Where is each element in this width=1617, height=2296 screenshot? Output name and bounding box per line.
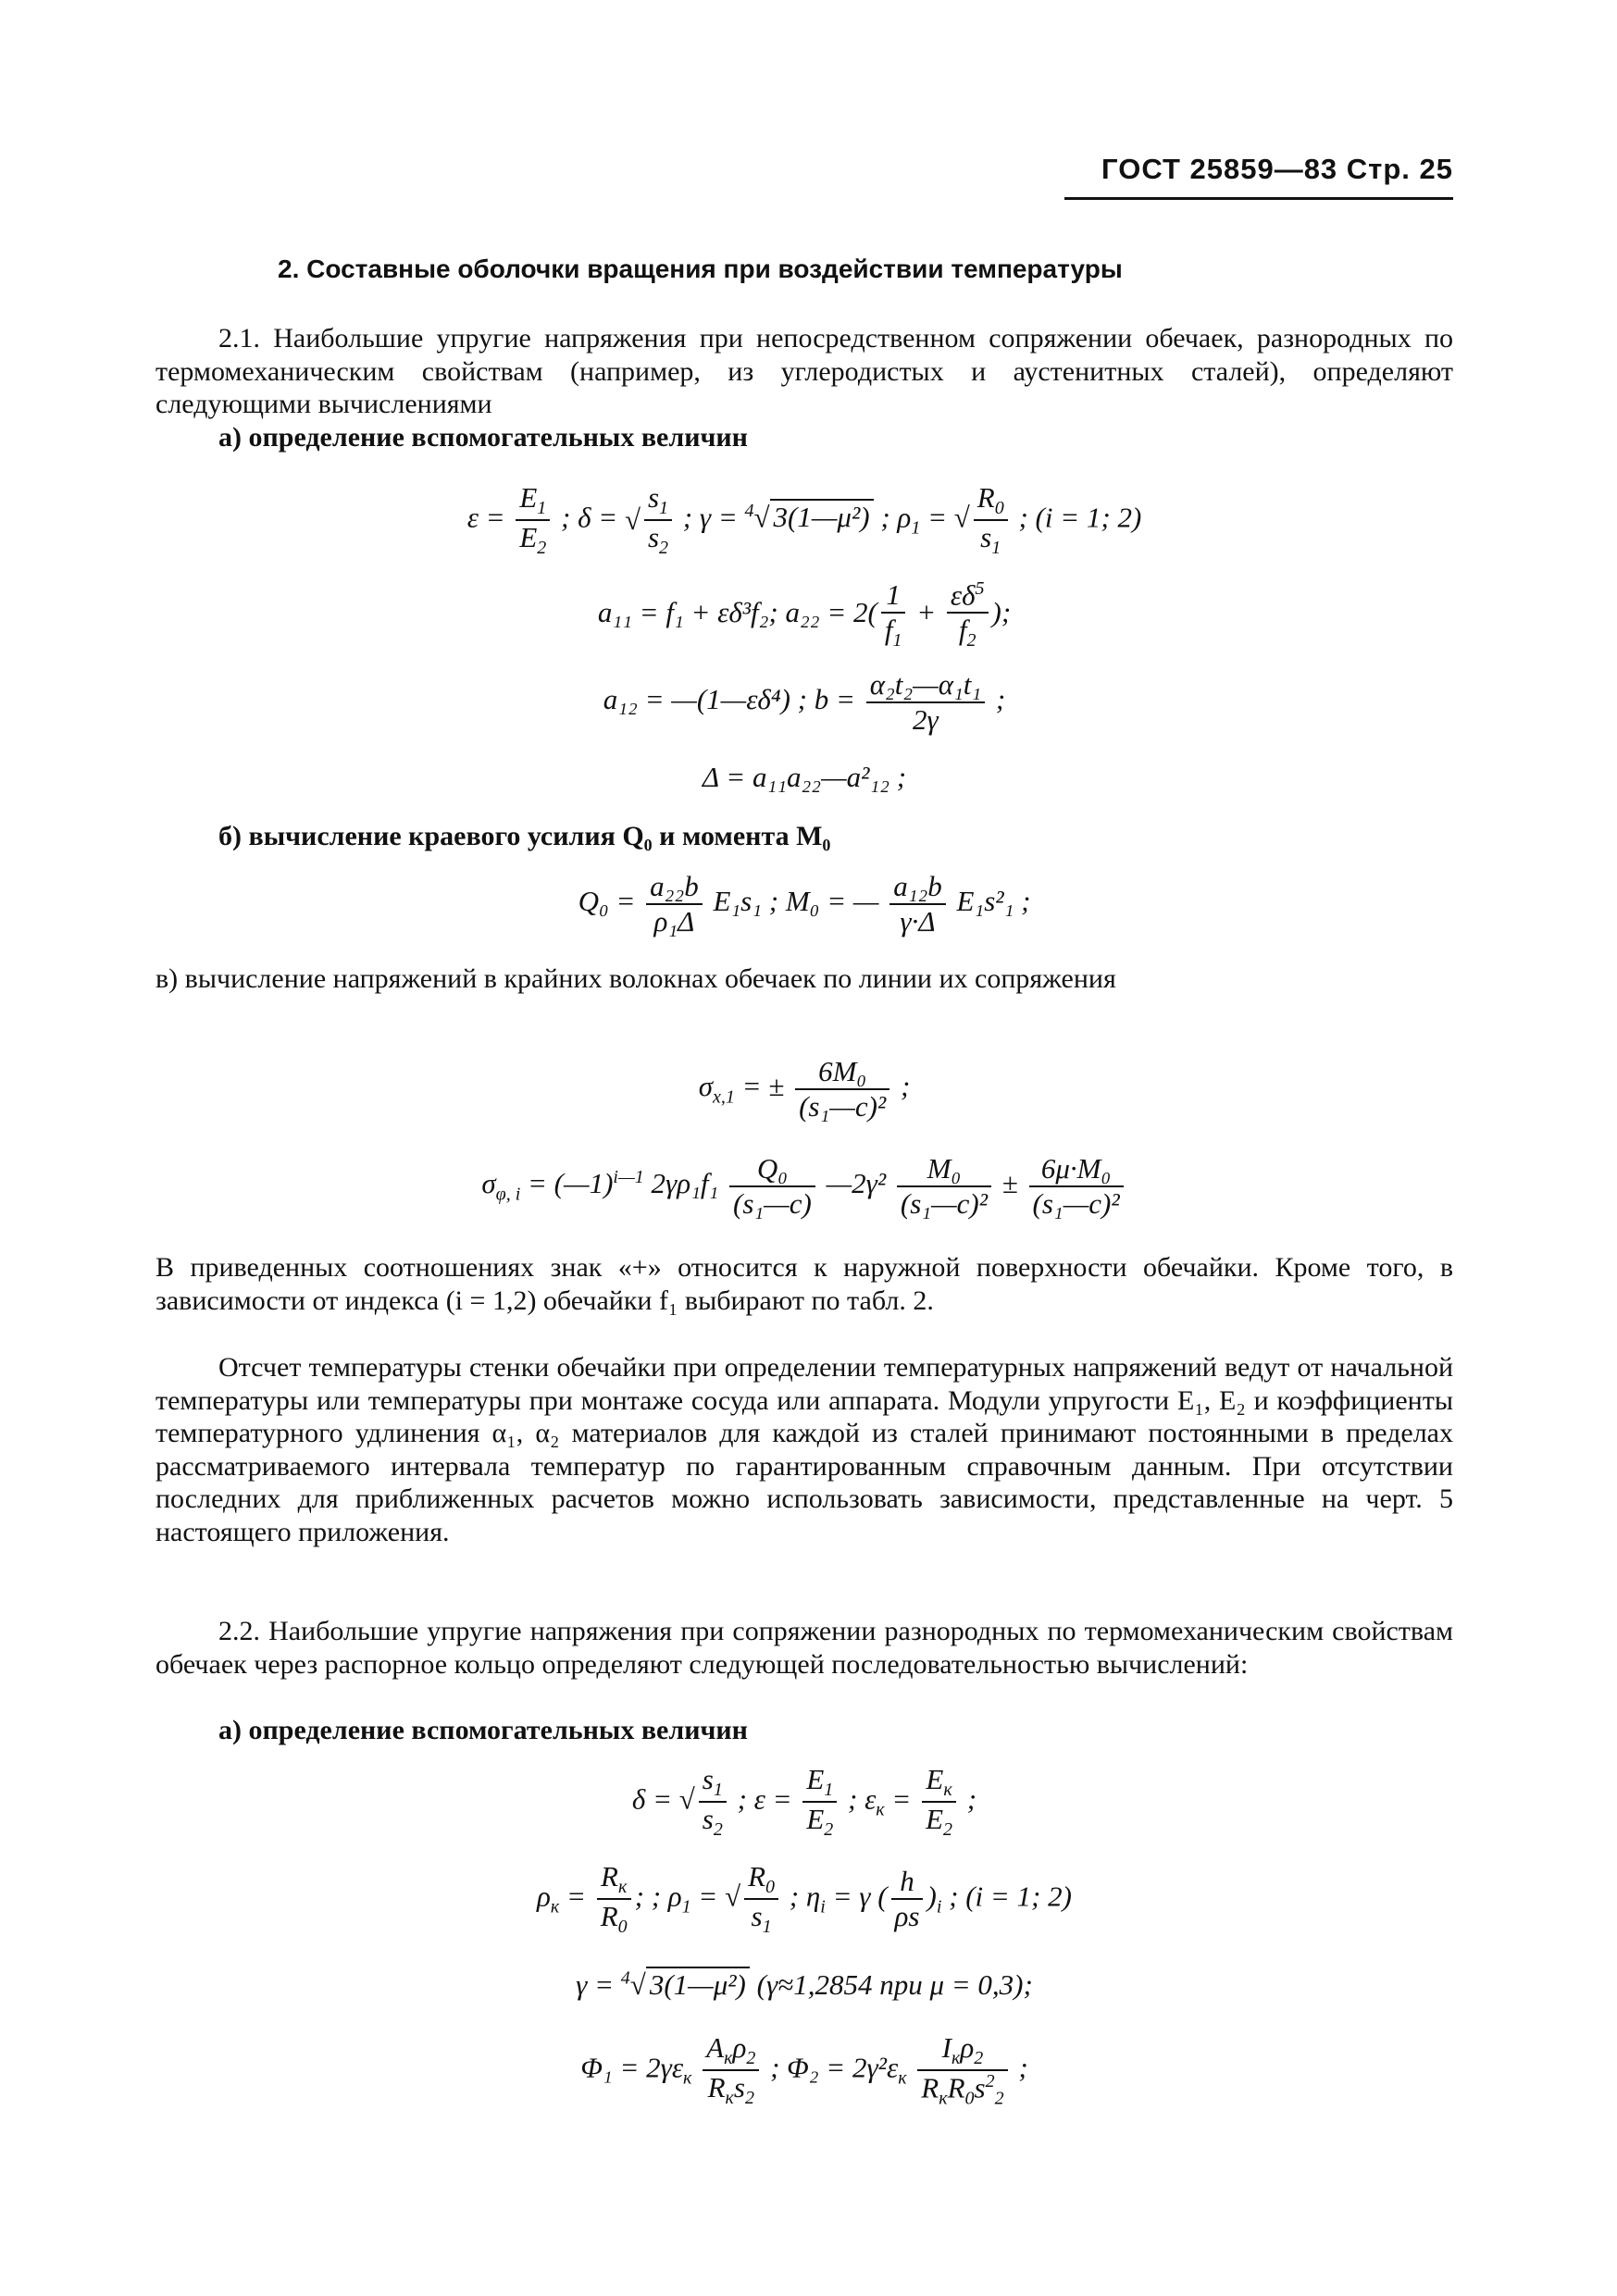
eq-sphi-pm: ± bbox=[1001, 1167, 1018, 1200]
eq-phi2: ; Φ₂ = 2γ²ε bbox=[770, 2051, 899, 2084]
eq-sx-den: (s₁—c)² bbox=[799, 1090, 887, 1123]
eq-q0: Q₀ = bbox=[578, 885, 636, 918]
equation-2-delta-eps: δ = √ $\frac{s_1}{s_2}$ ; ε = $\frac{E_1}{E_2}$ ; $\varepsilon_к$ = $E_к$ $E_2$ ; bbox=[631, 1763, 977, 1841]
eq-m0-den: γ·Δ bbox=[900, 905, 936, 937]
eq-d2-epsk: ; ε bbox=[848, 1782, 877, 1816]
eq-d2-gamma-root: 3(1—μ²) bbox=[646, 1967, 750, 2002]
paragraph-temperature: Отсчет температуры стенки обечайки при определении температурных напряжений ведут от начальной температуры или температуры при монтаже сосуда или аппарата. Модули упругости E₁, E₂ и коэффициенты температурного удлинения α₁, α₂ материалов для каждой из сталей принимают постоянными в пределах рассматриваемого интервала температур по гарантированным справочным данным. При отсутствии последних для приближенных расчетов можно использовать зависимости, представленные на черт. 5 настоящего приложения. bbox=[155, 1352, 1453, 1547]
equation-sigma-x: $\sigma_{x,1}$ = ± $\frac{\text{6M₀}}{\text{(s₁—c)²}}$ ; bbox=[698, 1055, 911, 1123]
eq-delta: ; δ = bbox=[561, 501, 618, 534]
page-header: ГОСТ 25859—83 Стр. 25 bbox=[1101, 153, 1453, 185]
equation-a11-a22: a₁₁ = f₁ + εδ³f₂; a₂₂ = 2( $\frac{1}{f_1}$ + $\frac{\varepsilon\delta^5}{f_2}$ ); bbox=[597, 578, 1012, 652]
eq-d2-eta: ; η bbox=[789, 1880, 821, 1913]
eq-q0-den: ρ₁Δ bbox=[653, 905, 695, 937]
eq-sphi-left: = (—1) bbox=[528, 1167, 614, 1200]
equation-q0-m0 bbox=[155, 870, 1453, 938]
eq-sphi-minus: —2γ² bbox=[826, 1167, 887, 1200]
eq-gamma-root: 3(1—μ²) bbox=[770, 499, 874, 534]
eq-sphi-mid: 2γρ₁f₁ bbox=[651, 1167, 719, 1200]
eq-q0-tail: E₁s₁ ; M₀ = — bbox=[713, 885, 879, 918]
subitem-v: в) вычисление напряжений в крайних волокнах обечаек по линии их сопряжения bbox=[155, 963, 1116, 994]
eq-sphi-m-num: M₀ bbox=[897, 1152, 991, 1187]
eq-b-numerator: α₂t₂—α₁t₁ bbox=[866, 668, 985, 703]
subitem-a: а) определение вспомогательных величин bbox=[218, 422, 748, 453]
eq-i-range: ; (i = 1; 2) bbox=[1018, 501, 1142, 534]
equation-eps-delta: ε = $\frac{E_1}{E_2}$ ; δ = √ $\frac{s_1}{s_2}$ ; γ = $^4$√ 3(1—μ²) ; $\rho_1$ = √ $\frac{R_0}{s_1}$ ; (i = 1; 2) bbox=[466, 481, 1142, 559]
equation-2-phi: $\Phi_1 = 2\gamma\varepsilon_к$ $A_к\rho_2$ $R_кs_2$ ; $\Phi_2 = 2\gamma^2\varepsilon_к$ $I_к\rho_2$ $R_кR_0s^2_2$ ; bbox=[580, 2031, 1028, 2109]
equation-delta: Δ = a₁₁a₂₂—a²₁₂ ; bbox=[702, 761, 907, 793]
eq-a11: a₁₁ = f₁ + εδ³f₂; a₂₂ = 2 bbox=[597, 595, 868, 628]
subitem-b: б) вычисление краевого усилия Q₀ и момента M₀ bbox=[218, 821, 831, 851]
paragraph-2-1: 2.1. Наибольшие упругие напряжения при непосредственном сопряжении обечаек, разнородных по термомеханическим свойствам (например, из углеродистых и аустенитных сталей), определяют следующими вычислениями bbox=[155, 323, 1453, 419]
eq-e1-e2: $\frac{E_1}{E_2}$ bbox=[516, 481, 550, 559]
eq-sx-eq: = ± bbox=[734, 1070, 785, 1103]
eq-d2-rhok: ρ bbox=[537, 1880, 551, 1913]
eq-sphi-mu-num: 6μ·M₀ bbox=[1029, 1152, 1124, 1187]
eq-phi1: Φ₁ = 2γε bbox=[580, 2051, 684, 2084]
sqrt-icon: √ bbox=[624, 503, 641, 537]
eq-sphi-mu-den: (s₁—c)² bbox=[1032, 1187, 1120, 1220]
eq-d2-gamma-line: (γ≈1,2854 при μ = 0,3); bbox=[756, 1968, 1033, 2001]
eq-d2-rho1: ; ρ bbox=[651, 1880, 682, 1913]
eq-phi1-den: R bbox=[707, 2071, 726, 2104]
eq-phi1-num: A bbox=[706, 2031, 725, 2065]
eq-sphi-q-den: (s₁—c) bbox=[733, 1187, 812, 1220]
eq-sx-num: 6M₀ bbox=[795, 1055, 889, 1090]
eq-sphi-m-den: (s₁—c)² bbox=[900, 1187, 989, 1220]
paragraph-2-2: 2.2. Наибольшие упругие напряжения при сопряжении разнородных по термомеханическим свойствам обечаек через распорное кольцо определяют следующей последовательностью вычислений: bbox=[155, 1616, 1453, 1680]
eq-d2-eps: ; ε = bbox=[737, 1782, 792, 1816]
eq-d2-i-range: ; (i = 1; 2) bbox=[949, 1880, 1072, 1913]
equation-2-gamma: γ = $^4$√ 3(1—μ²) (γ≈1,2854 при μ = 0,3); bbox=[576, 1967, 1033, 2001]
subitem-a-2: а) определение вспомогательных величин bbox=[218, 1715, 748, 1745]
eq-m0-num: a₁₂b bbox=[889, 870, 946, 905]
eq-b-denominator: 2γ bbox=[913, 703, 939, 736]
eq-gamma: ; γ = bbox=[682, 501, 745, 534]
eq-q0-num: a₂₂b bbox=[646, 870, 703, 905]
eq-phi2-num: I bbox=[941, 2031, 952, 2064]
equation-2-rho-eta: $\rho_к$ = $R_к$ $R_0$ ; ; $\rho_1$ = √ $\frac{R_0}{s_1}$ ; $\eta_i = \gamma$ ( $\frac{h}{\rho s}$ )$_i$ ; (i = 1; 2) bbox=[537, 1860, 1072, 1938]
equation-a12-b: a₁₂ = —(1—εδ⁴) ; b = $\frac{\text{α₂t₂—α₁t₁}}{2\gamma}$ ; bbox=[603, 668, 1006, 736]
eq-eps: ε = bbox=[466, 501, 505, 534]
section-title: 2. Составные оболочки вращения при воздействии температуры bbox=[278, 254, 1123, 283]
eq-rho: ; ρ bbox=[880, 501, 912, 534]
eq-m0-tail: E₁s²₁ ; bbox=[956, 885, 1031, 918]
eq-phi2-den: R bbox=[921, 2071, 939, 2104]
eq-d2-delta: δ = bbox=[631, 1782, 672, 1816]
eq-sx-left: σ bbox=[698, 1070, 714, 1103]
eq-a12: a₁₂ = —(1—εδ⁴) ; b = bbox=[603, 683, 855, 716]
paragraph-sign-note: В приведенных соотношениях знак «+» относится к наружной поверхности обечайки. Кроме того, в зависимости от индекса (i = 1,2) обечайки f₁ выбирают по табл. 2. bbox=[155, 1252, 1453, 1316]
header-rule bbox=[1064, 197, 1453, 200]
eq-sphi-q-num: Q₀ bbox=[729, 1152, 815, 1187]
equation-sigma-phi: $\sigma_{\varphi, i}$ = (—1)$^{i—1}$ 2γρ₁f₁ $\frac{\text{Q₀}}{\text{(s₁—c)}}$ —2γ² $\frac{\text{M₀}}{\text{(s₁—c)²}}$ ± $\frac{\text{6μ·M₀}}{\text{(s₁—c)²}}$ bbox=[155, 1152, 1453, 1221]
